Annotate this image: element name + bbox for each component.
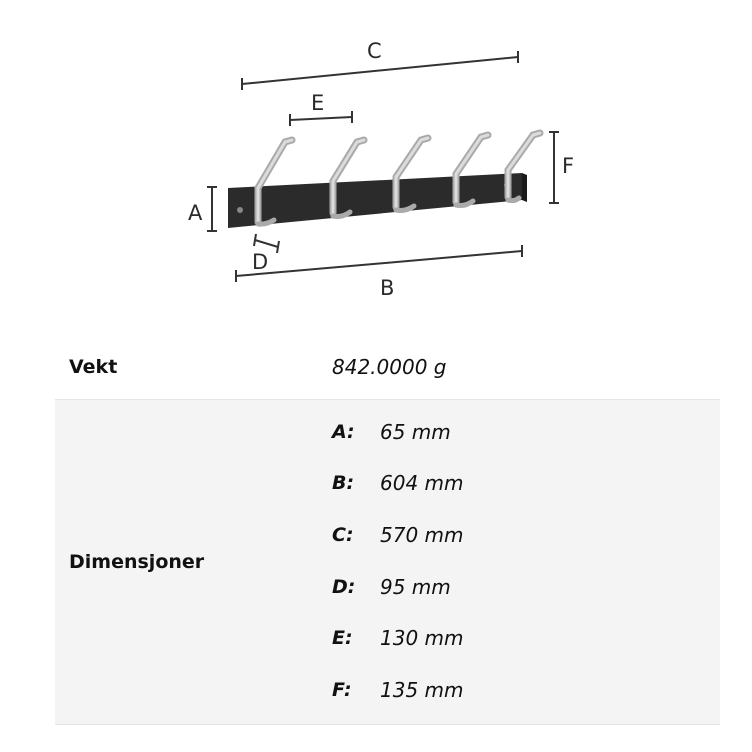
dimension-key: F: xyxy=(332,678,352,701)
dimension-value: 95 mm xyxy=(380,574,451,599)
dimension-a-label: A xyxy=(188,201,203,225)
mount-screw xyxy=(237,207,243,213)
dimensions-label: Dimensjoner xyxy=(55,400,332,725)
spec-row-weight xyxy=(55,335,720,400)
spec-row-dimensions xyxy=(55,400,720,725)
dimension-b-label: B xyxy=(380,276,395,300)
dimension-item-b xyxy=(332,458,720,510)
dimension-value: 570 mm xyxy=(380,522,464,547)
dimension-item-e xyxy=(332,612,720,664)
rack-board-edge xyxy=(522,173,527,202)
dimension-item-f xyxy=(332,664,720,716)
dimension-key: C: xyxy=(332,523,354,546)
dimension-e-label: E xyxy=(311,91,325,115)
weight-value: 842.0000 g xyxy=(332,355,447,379)
dimension-key: A: xyxy=(332,420,355,443)
dimension-item-d xyxy=(332,561,720,613)
dimensions-values xyxy=(332,400,720,725)
hook-rack-dimension-diagram xyxy=(0,0,752,330)
dimension-value: 65 mm xyxy=(380,419,451,444)
dimension-c-label: C xyxy=(367,39,382,63)
weight-label: Vekt xyxy=(69,356,118,378)
dimension-value: 135 mm xyxy=(380,677,464,702)
dimension-value: 604 mm xyxy=(380,471,464,496)
dimension-list xyxy=(332,400,720,724)
specifications-table xyxy=(55,335,720,725)
dimension-item-c xyxy=(332,509,720,561)
dimension-item-a xyxy=(332,406,720,458)
dimension-value: 130 mm xyxy=(380,626,464,651)
dimension-key: E: xyxy=(332,627,353,650)
dimension-d-label: D xyxy=(252,250,269,274)
dimension-b-line xyxy=(236,245,522,282)
dimension-f-label: F xyxy=(562,154,575,178)
dimension-key: D: xyxy=(332,575,356,598)
dimension-key: B: xyxy=(332,472,355,495)
dimension-a-line xyxy=(207,187,217,231)
dimension-f-line xyxy=(549,132,559,203)
